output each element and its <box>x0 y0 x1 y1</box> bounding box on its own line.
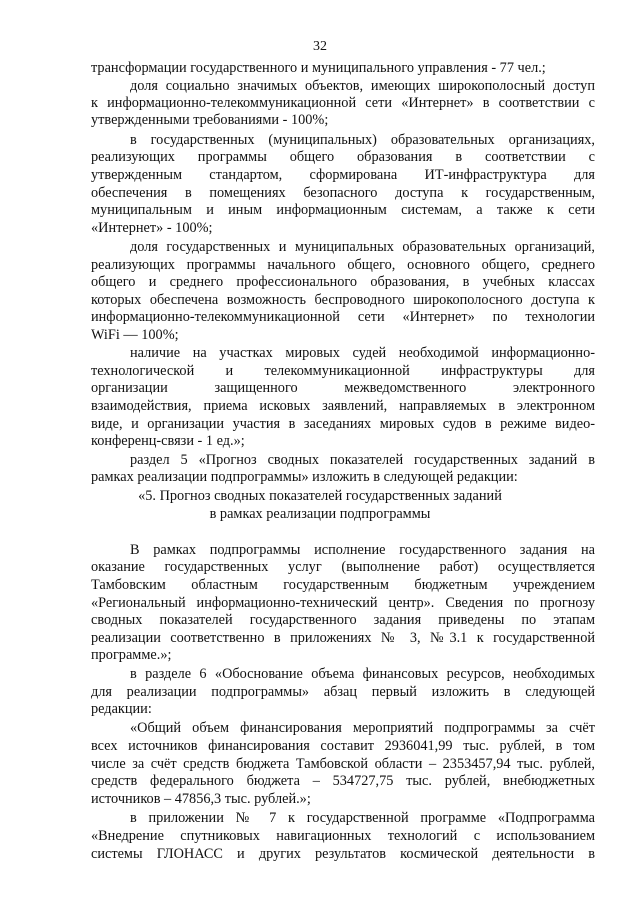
text-line: В рамках подпрограммы исполнение государственного задания на <box>130 542 595 558</box>
text-line: утвержденным стандартом, сформирована ИТ-инфраструктура для <box>91 167 595 183</box>
section-heading: «5. Прогноз сводных показателей государственных заданий <box>138 488 502 504</box>
text-line: в государственных (муниципальных) образовательных организациях, <box>130 132 595 148</box>
text-line: всех источников финансирования составит 2936041,99 тыс. рублей, в том <box>91 738 595 754</box>
text-line: «Региональный информационно-технический центр». Сведения по прогнозу <box>91 595 595 611</box>
text-line: раздел 5 «Прогноз сводных показателей государственных заданий в <box>130 452 595 468</box>
text-line: доля государственных и муниципальных образовательных организаций, <box>130 239 595 255</box>
text-line: конференц-связи - 1 ед.»; <box>91 433 245 449</box>
text-line: наличие на участках мировых судей необходимой информационно- <box>130 345 595 361</box>
page-number: 32 <box>313 39 327 54</box>
section-heading: в рамках реализации подпрограммы <box>209 506 431 522</box>
text-line: трансформации государственного и муниципального управления - 77 чел.; <box>91 60 546 76</box>
text-line: технологической и телекоммуникационной инфраструктуры для <box>91 363 595 379</box>
text-line: реализующих программы общего образования в соответствии с <box>91 149 595 165</box>
text-line: числе за счёт средств бюджета Тамбовской области – 2353457,94 тыс. рублей, <box>91 756 595 772</box>
text-line: общего и среднего профессионального образования, в учебных классах <box>91 274 595 290</box>
text-line: программе.»; <box>91 647 172 663</box>
text-line: редакции: <box>91 701 152 717</box>
text-line: обеспечения в помещениях безопасного доступа к государственным, <box>91 185 595 201</box>
text-line: «Интернет» - 100%; <box>91 220 213 236</box>
text-line: WiFi — 100%; <box>91 327 179 343</box>
text-line: «Внедрение спутниковых навигационных технологий с использованием <box>91 828 595 844</box>
text-line: утвержденными требованиями - 100%; <box>91 112 329 128</box>
text-line: «Общий объем финансирования мероприятий подпрограммы за счёт <box>130 720 595 736</box>
text-line: рамках реализации подпрограммы» изложить в следующей редакции: <box>91 469 518 485</box>
text-line: для реализации подпрограммы» абзац первый изложить в следующей <box>91 684 595 700</box>
text-line: реализующих программы начального общего, основного общего, среднего <box>91 257 595 273</box>
text-line: источников – 47856,3 тыс. рублей.»; <box>91 791 311 807</box>
text-line: оказание государственных услуг (выполнение работ) осуществляется <box>91 559 595 575</box>
text-line: муниципальным и иным информационным системам, а также к сети <box>91 202 595 218</box>
text-line: средств федерального бюджета – 534727,75 тыс. рублей, внебюджетных <box>91 773 595 789</box>
text-line: к информационно-телекоммуникационной сети «Интернет» в соответствии с <box>91 95 595 111</box>
text-line: в разделе 6 «Обоснование объема финансовых ресурсов, необходимых <box>130 666 595 682</box>
text-line: взаимодействия, приема исковых заявлений, направляемых в электронном <box>91 398 595 414</box>
text-line: информационно-телекоммуникационной сети «Интернет» по технологии <box>91 309 595 325</box>
text-line: организации защищенного межведомственного электронного <box>91 380 595 396</box>
text-line: виде, и организации участия в заседаниях мировых судов в режиме видео- <box>91 416 595 432</box>
text-line: сводных показателей государственного задания приведены по этапам <box>91 612 595 628</box>
text-line: Тамбовским областным государственным бюджетным учреждением <box>91 577 595 593</box>
text-line: которых обеспечена возможность беспроводного широкополосного доступа к <box>91 292 595 308</box>
text-line: доля социально значимых объектов, имеющих широкополосный доступ <box>130 78 595 94</box>
text-line: системы ГЛОНАСС и других результатов космической деятельности в <box>91 846 595 862</box>
text-line: в приложении № 7 к государственной программе «Подпрограмма <box>130 810 595 826</box>
text-line: реализации соответственно в приложениях № 3, №3.1 к государственной <box>91 630 595 646</box>
